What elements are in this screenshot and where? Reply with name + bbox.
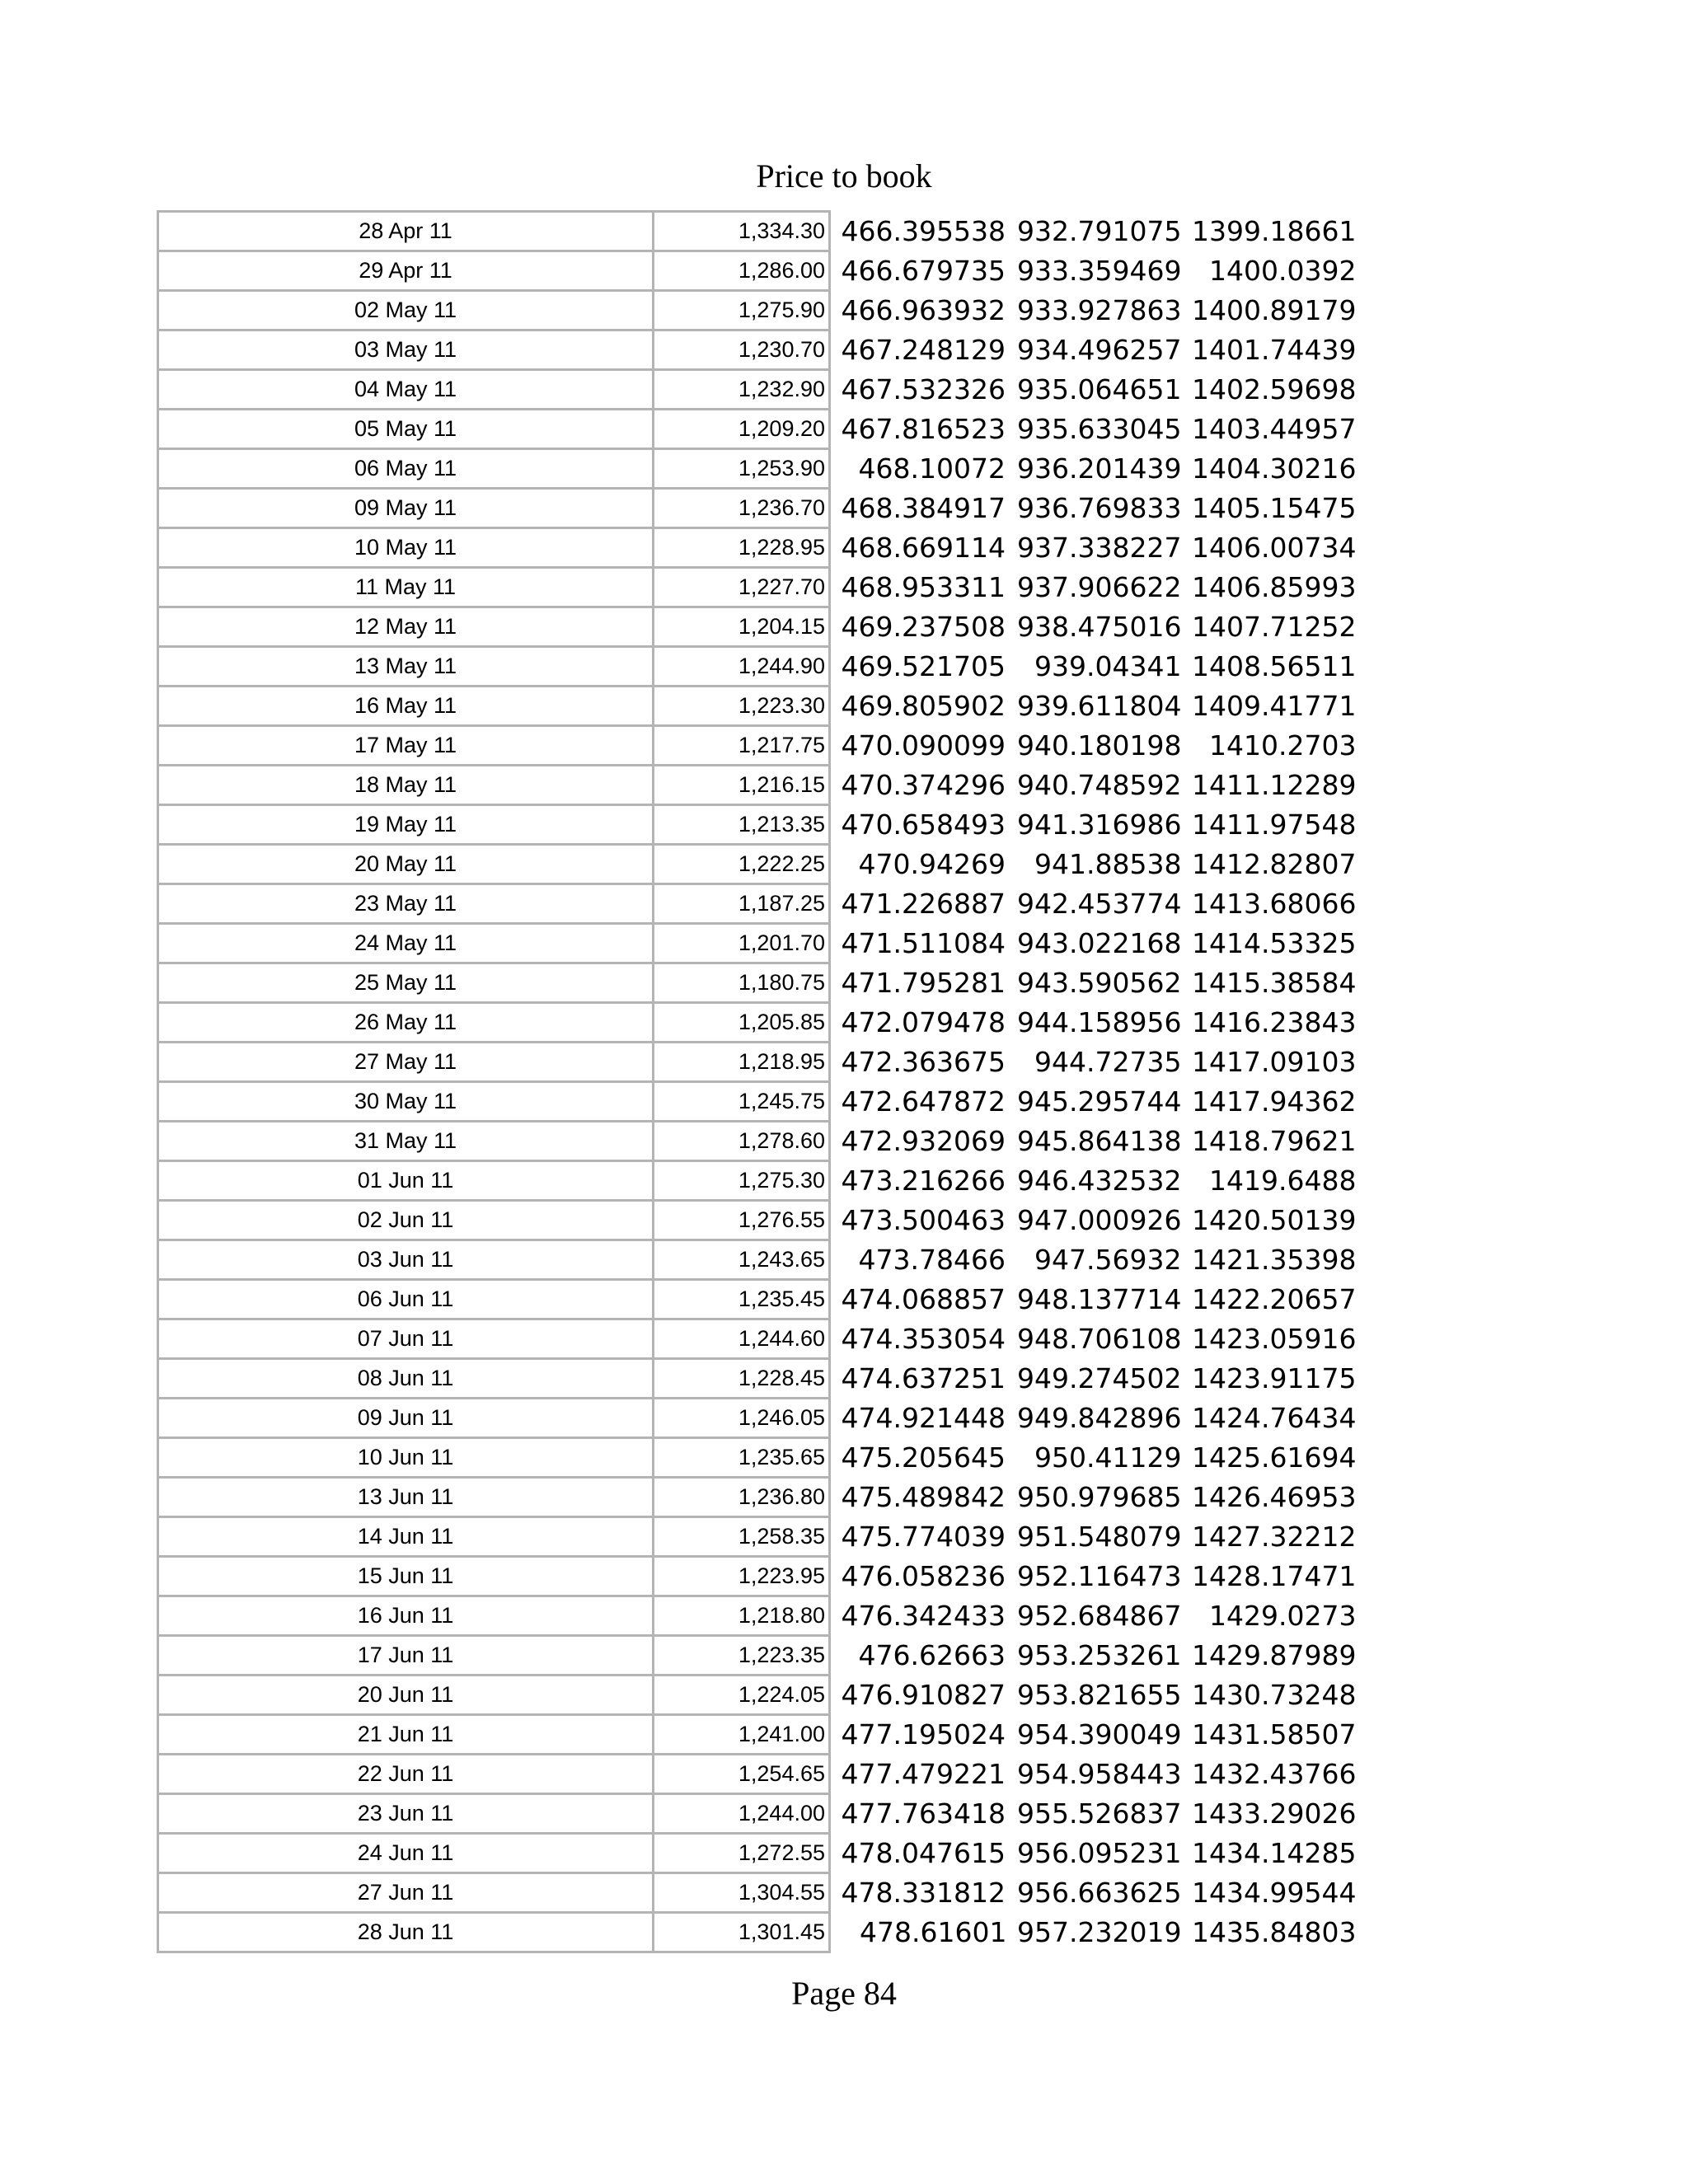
date-cell: 11 May 11 xyxy=(158,568,654,607)
date-cell: 09 May 11 xyxy=(158,489,654,528)
price-cell: 1,187.25 xyxy=(654,884,830,924)
price-cell: 1,276.55 xyxy=(654,1201,830,1240)
table-row xyxy=(158,1319,1357,1359)
value-cell-2: 936.201439 xyxy=(1017,452,1182,485)
value-cell-2: 957.232019 xyxy=(1017,1916,1182,1948)
table-row xyxy=(158,1755,1357,1794)
date-cell: 20 May 11 xyxy=(158,845,654,884)
value-cell-2: 952.684867 xyxy=(1017,1600,1182,1632)
value-cell-1: 467.532326 xyxy=(841,373,1006,405)
price-cell: 1,218.95 xyxy=(654,1043,830,1082)
table-row xyxy=(158,330,1357,370)
date-cell: 01 Jun 11 xyxy=(158,1161,654,1201)
price-cell: 1,223.35 xyxy=(654,1636,830,1675)
value-cell-3: 1422.20657 xyxy=(1192,1283,1357,1315)
table-row xyxy=(158,1913,1357,1952)
value-cell-2: 940.180198 xyxy=(1017,729,1182,762)
price-cell: 1,230.70 xyxy=(654,330,830,370)
value-cell-1: 468.10072 xyxy=(858,452,1006,485)
date-cell: 13 Jun 11 xyxy=(158,1478,654,1517)
value-cell-2: 950.41129 xyxy=(1034,1441,1182,1474)
table-row xyxy=(158,1478,1357,1517)
date-cell: 20 Jun 11 xyxy=(158,1675,654,1715)
table-row xyxy=(158,528,1357,568)
price-cell: 1,244.00 xyxy=(654,1794,830,1834)
value-cell-1: 477.195024 xyxy=(841,1718,1006,1750)
price-cell: 1,244.60 xyxy=(654,1319,830,1359)
table-row xyxy=(158,1557,1357,1596)
value-cell-3: 1427.32212 xyxy=(1192,1521,1357,1553)
value-cell-1: 478.61601 xyxy=(860,1916,1007,1948)
date-cell: 08 Jun 11 xyxy=(158,1359,654,1399)
value-cell-1: 475.205645 xyxy=(841,1441,1006,1474)
value-cell-1: 467.816523 xyxy=(841,413,1006,445)
price-cell: 1,216.15 xyxy=(654,766,830,805)
table-row xyxy=(158,1280,1357,1319)
value-cell-2: 941.316986 xyxy=(1017,808,1182,841)
value-cell-3: 1412.82807 xyxy=(1192,848,1357,880)
value-cell-2: 948.706108 xyxy=(1017,1323,1182,1355)
value-cell-1: 469.805902 xyxy=(841,690,1006,722)
value-cell-1: 474.068857 xyxy=(841,1283,1006,1315)
price-cell: 1,236.70 xyxy=(654,489,830,528)
value-cell-1: 474.353054 xyxy=(841,1323,1006,1355)
price-cell: 1,218.80 xyxy=(654,1596,830,1636)
value-cell-3: 1413.68066 xyxy=(1192,888,1357,920)
value-cell-3: 1434.14285 xyxy=(1192,1837,1357,1869)
table-row xyxy=(158,1043,1357,1082)
value-cell-2: 949.842896 xyxy=(1017,1402,1182,1434)
value-cell-2: 933.359469 xyxy=(1017,255,1182,287)
date-cell: 27 Jun 11 xyxy=(158,1873,654,1913)
date-cell: 06 Jun 11 xyxy=(158,1280,654,1319)
price-cell: 1,228.95 xyxy=(654,528,830,568)
value-cell-3: 1409.41771 xyxy=(1192,690,1357,722)
date-cell: 22 Jun 11 xyxy=(158,1755,654,1794)
value-cell-3: 1432.43766 xyxy=(1192,1758,1357,1790)
value-cell-2: 947.56932 xyxy=(1034,1244,1182,1276)
price-cell: 1,254.65 xyxy=(654,1755,830,1794)
value-cell-1: 475.489842 xyxy=(841,1481,1006,1513)
price-cell: 1,213.35 xyxy=(654,805,830,845)
value-cell-2: 949.274502 xyxy=(1017,1362,1182,1394)
value-cell-1: 466.679735 xyxy=(841,255,1006,287)
value-cell-1: 471.511084 xyxy=(841,927,1006,959)
table-row xyxy=(158,1517,1357,1557)
table-row xyxy=(158,1082,1357,1122)
price-cell: 1,241.00 xyxy=(654,1715,830,1755)
value-cell-1: 470.374296 xyxy=(841,769,1006,801)
price-cell: 1,223.30 xyxy=(654,687,830,726)
date-cell: 24 May 11 xyxy=(158,924,654,963)
value-cell-3: 1406.85993 xyxy=(1192,571,1357,603)
price-cell: 1,224.05 xyxy=(654,1675,830,1715)
value-cell-1: 474.921448 xyxy=(841,1402,1006,1434)
table-row xyxy=(158,1003,1357,1043)
table-row xyxy=(158,212,1357,251)
date-cell: 25 May 11 xyxy=(158,963,654,1003)
value-cell-2: 937.906622 xyxy=(1017,571,1182,603)
value-cell-3: 1399.18661 xyxy=(1192,215,1357,247)
value-cell-3: 1420.50139 xyxy=(1192,1204,1357,1236)
value-cell-1: 472.079478 xyxy=(841,1006,1006,1038)
value-cell-1: 477.479221 xyxy=(841,1758,1006,1790)
date-cell: 24 Jun 11 xyxy=(158,1834,654,1873)
table-row xyxy=(158,607,1357,647)
price-cell: 1,275.90 xyxy=(654,291,830,330)
value-cell-2: 956.663625 xyxy=(1017,1877,1182,1909)
table-row xyxy=(158,291,1357,330)
price-cell: 1,246.05 xyxy=(654,1399,830,1438)
value-cell-3: 1417.94362 xyxy=(1192,1085,1357,1118)
date-cell: 16 May 11 xyxy=(158,687,654,726)
value-cell-1: 470.090099 xyxy=(841,729,1006,762)
price-cell: 1,235.65 xyxy=(654,1438,830,1478)
date-cell: 23 Jun 11 xyxy=(158,1794,654,1834)
value-cell-2: 934.496257 xyxy=(1017,334,1182,366)
price-cell: 1,204.15 xyxy=(654,607,830,647)
table-row xyxy=(158,924,1357,963)
date-cell: 13 May 11 xyxy=(158,647,654,687)
table-row xyxy=(158,251,1357,291)
value-cell-3: 1400.89179 xyxy=(1192,294,1357,326)
price-cell: 1,272.55 xyxy=(654,1834,830,1873)
value-cell-2: 932.791075 xyxy=(1017,215,1182,247)
value-cell-2: 955.526837 xyxy=(1017,1797,1182,1830)
value-cell-1: 471.795281 xyxy=(841,967,1006,999)
value-cell-2: 942.453774 xyxy=(1017,888,1182,920)
value-cell-2: 952.116473 xyxy=(1017,1560,1182,1592)
value-cell-2: 941.88538 xyxy=(1034,848,1182,880)
date-cell: 12 May 11 xyxy=(158,607,654,647)
value-cell-2: 933.927863 xyxy=(1017,294,1182,326)
table-row xyxy=(158,1596,1357,1636)
value-cell-1: 466.963932 xyxy=(841,294,1006,326)
table-body xyxy=(158,212,1357,1952)
value-cell-3: 1403.44957 xyxy=(1192,413,1357,445)
table-row xyxy=(158,687,1357,726)
value-cell-1: 476.62663 xyxy=(858,1639,1006,1671)
price-cell: 1,258.35 xyxy=(654,1517,830,1557)
table-row xyxy=(158,884,1357,924)
value-cell-1: 477.763418 xyxy=(841,1797,1006,1830)
date-cell: 19 May 11 xyxy=(158,805,654,845)
table-row xyxy=(158,370,1357,410)
value-cell-3: 1431.58507 xyxy=(1192,1718,1357,1750)
value-cell-3: 1416.23843 xyxy=(1192,1006,1357,1038)
price-cell: 1,228.45 xyxy=(654,1359,830,1399)
date-cell: 14 Jun 11 xyxy=(158,1517,654,1557)
value-cell-1: 473.216266 xyxy=(841,1165,1006,1197)
table-row xyxy=(158,845,1357,884)
value-cell-2: 936.769833 xyxy=(1017,492,1182,524)
date-cell: 31 May 11 xyxy=(158,1122,654,1161)
value-cell-3: 1418.79621 xyxy=(1192,1125,1357,1157)
price-cell: 1,205.85 xyxy=(654,1003,830,1043)
table-row xyxy=(158,1122,1357,1161)
value-cell-3: 1406.00734 xyxy=(1192,532,1357,564)
value-cell-2: 945.295744 xyxy=(1017,1085,1182,1118)
table-row xyxy=(158,1399,1357,1438)
table-row xyxy=(158,1161,1357,1201)
value-cell-1: 472.647872 xyxy=(841,1085,1006,1118)
value-cell-3: 1401.74439 xyxy=(1192,334,1357,366)
table-row xyxy=(158,410,1357,449)
table-row xyxy=(158,1794,1357,1834)
value-cell-1: 466.395538 xyxy=(841,215,1006,247)
price-cell: 1,235.45 xyxy=(654,1280,830,1319)
value-cell-2: 939.04341 xyxy=(1034,650,1182,682)
value-cell-3: 1429.87989 xyxy=(1192,1639,1357,1671)
price-cell: 1,278.60 xyxy=(654,1122,830,1161)
table-row xyxy=(158,1201,1357,1240)
date-cell: 26 May 11 xyxy=(158,1003,654,1043)
table-row xyxy=(158,766,1357,805)
data-table xyxy=(157,210,1357,1953)
value-cell-3: 1411.97548 xyxy=(1192,808,1357,841)
value-cell-3: 1417.09103 xyxy=(1192,1046,1357,1078)
value-cell-3: 1405.15475 xyxy=(1192,492,1357,524)
value-cell-1: 472.363675 xyxy=(841,1046,1006,1078)
value-cell-1: 468.384917 xyxy=(841,492,1006,524)
value-cell-2: 954.390049 xyxy=(1017,1718,1182,1750)
value-cell-3: 1421.35398 xyxy=(1192,1244,1357,1276)
price-cell: 1,243.65 xyxy=(654,1240,830,1280)
value-cell-3: 1433.29026 xyxy=(1192,1797,1357,1830)
date-cell: 30 May 11 xyxy=(158,1082,654,1122)
price-cell: 1,180.75 xyxy=(654,963,830,1003)
date-cell: 18 May 11 xyxy=(158,766,654,805)
value-cell-3: 1429.0273 xyxy=(1209,1600,1357,1632)
value-cell-1: 474.637251 xyxy=(841,1362,1006,1394)
value-cell-3: 1423.05916 xyxy=(1192,1323,1357,1355)
price-cell: 1,286.00 xyxy=(654,251,830,291)
value-cell-3: 1430.73248 xyxy=(1192,1679,1357,1711)
value-cell-2: 946.432532 xyxy=(1017,1165,1182,1197)
value-cell-3: 1415.38584 xyxy=(1192,967,1357,999)
value-cell-2: 953.821655 xyxy=(1017,1679,1182,1711)
date-cell: 04 May 11 xyxy=(158,370,654,410)
date-cell: 05 May 11 xyxy=(158,410,654,449)
price-cell: 1,217.75 xyxy=(654,726,830,766)
price-cell: 1,227.70 xyxy=(654,568,830,607)
value-cell-1: 472.932069 xyxy=(841,1125,1006,1157)
value-cell-3: 1411.12289 xyxy=(1192,769,1357,801)
value-cell-1: 476.910827 xyxy=(841,1679,1006,1711)
page-title: Price to book xyxy=(756,157,932,194)
date-cell: 10 Jun 11 xyxy=(158,1438,654,1478)
table-row xyxy=(158,568,1357,607)
value-cell-3: 1425.61694 xyxy=(1192,1441,1357,1474)
value-cell-1: 478.331812 xyxy=(841,1877,1006,1909)
date-cell: 29 Apr 11 xyxy=(158,251,654,291)
date-cell: 06 May 11 xyxy=(158,449,654,489)
value-cell-3: 1402.59698 xyxy=(1192,373,1357,405)
date-cell: 10 May 11 xyxy=(158,528,654,568)
table-row xyxy=(158,489,1357,528)
table-row xyxy=(158,449,1357,489)
price-cell: 1,222.25 xyxy=(654,845,830,884)
value-cell-3: 1428.17471 xyxy=(1192,1560,1357,1592)
value-cell-2: 937.338227 xyxy=(1017,532,1182,564)
date-cell: 28 Apr 11 xyxy=(158,212,654,251)
price-cell: 1,304.55 xyxy=(654,1873,830,1913)
table-row xyxy=(158,1240,1357,1280)
price-cell: 1,275.30 xyxy=(654,1161,830,1201)
value-cell-1: 470.94269 xyxy=(858,848,1006,880)
table-row xyxy=(158,1359,1357,1399)
value-cell-3: 1414.53325 xyxy=(1192,927,1357,959)
page-footer: Page 84 xyxy=(791,1975,897,2012)
value-cell-2: 943.022168 xyxy=(1017,927,1182,959)
price-cell: 1,236.80 xyxy=(654,1478,830,1517)
table-row xyxy=(158,1715,1357,1755)
date-cell: 28 Jun 11 xyxy=(158,1913,654,1952)
value-cell-1: 473.500463 xyxy=(841,1204,1006,1236)
price-cell: 1,253.90 xyxy=(654,449,830,489)
value-cell-2: 950.979685 xyxy=(1017,1481,1182,1513)
value-cell-2: 943.590562 xyxy=(1017,967,1182,999)
date-cell: 09 Jun 11 xyxy=(158,1399,654,1438)
value-cell-1: 468.953311 xyxy=(841,571,1006,603)
table-row xyxy=(158,647,1357,687)
value-cell-2: 944.158956 xyxy=(1017,1006,1182,1038)
value-cell-1: 467.248129 xyxy=(841,334,1006,366)
value-cell-2: 953.253261 xyxy=(1017,1639,1182,1671)
date-cell: 27 May 11 xyxy=(158,1043,654,1082)
value-cell-1: 475.774039 xyxy=(841,1521,1006,1553)
table-row xyxy=(158,1834,1357,1873)
value-cell-2: 944.72735 xyxy=(1034,1046,1182,1078)
price-cell: 1,245.75 xyxy=(654,1082,830,1122)
date-cell: 17 May 11 xyxy=(158,726,654,766)
value-cell-1: 471.226887 xyxy=(841,888,1006,920)
value-cell-2: 948.137714 xyxy=(1017,1283,1182,1315)
value-cell-3: 1434.99544 xyxy=(1192,1877,1357,1909)
table-row xyxy=(158,1438,1357,1478)
date-cell: 16 Jun 11 xyxy=(158,1596,654,1636)
value-cell-1: 470.658493 xyxy=(841,808,1006,841)
value-cell-1: 476.342433 xyxy=(841,1600,1006,1632)
value-cell-2: 947.000926 xyxy=(1017,1204,1182,1236)
price-cell: 1,244.90 xyxy=(654,647,830,687)
value-cell-1: 469.521705 xyxy=(841,650,1006,682)
value-cell-2: 935.064651 xyxy=(1017,373,1182,405)
value-cell-2: 935.633045 xyxy=(1017,413,1182,445)
date-cell: 17 Jun 11 xyxy=(158,1636,654,1675)
value-cell-3: 1435.84803 xyxy=(1192,1916,1357,1948)
price-cell: 1,223.95 xyxy=(654,1557,830,1596)
value-cell-2: 938.475016 xyxy=(1017,611,1182,643)
table-row xyxy=(158,1636,1357,1675)
price-cell: 1,209.20 xyxy=(654,410,830,449)
value-cell-2: 945.864138 xyxy=(1017,1125,1182,1157)
value-cell-2: 939.611804 xyxy=(1017,690,1182,722)
value-cell-3: 1408.56511 xyxy=(1192,650,1357,682)
value-cell-1: 468.669114 xyxy=(841,532,1006,564)
value-cell-2: 940.748592 xyxy=(1017,769,1182,801)
table-row xyxy=(158,1873,1357,1913)
date-cell: 02 Jun 11 xyxy=(158,1201,654,1240)
value-cell-1: 473.78466 xyxy=(858,1244,1006,1276)
date-cell: 07 Jun 11 xyxy=(158,1319,654,1359)
price-cell: 1,232.90 xyxy=(654,370,830,410)
table-row xyxy=(158,963,1357,1003)
price-cell: 1,201.70 xyxy=(654,924,830,963)
value-cell-3: 1419.6488 xyxy=(1209,1165,1357,1197)
value-cell-1: 476.058236 xyxy=(841,1560,1006,1592)
date-cell: 03 May 11 xyxy=(158,330,654,370)
value-cell-3: 1423.91175 xyxy=(1192,1362,1357,1394)
value-cell-3: 1426.46953 xyxy=(1192,1481,1357,1513)
value-cell-3: 1404.30216 xyxy=(1192,452,1357,485)
value-cell-3: 1424.76434 xyxy=(1192,1402,1357,1434)
value-cell-2: 954.958443 xyxy=(1017,1758,1182,1790)
value-cell-1: 478.047615 xyxy=(841,1837,1006,1869)
value-cell-1: 469.237508 xyxy=(841,611,1006,643)
table-row xyxy=(158,805,1357,845)
date-cell: 21 Jun 11 xyxy=(158,1715,654,1755)
date-cell: 15 Jun 11 xyxy=(158,1557,654,1596)
value-cell-2: 956.095231 xyxy=(1017,1837,1182,1869)
table-row xyxy=(158,726,1357,766)
date-cell: 23 May 11 xyxy=(158,884,654,924)
price-cell: 1,334.30 xyxy=(654,212,830,251)
table-row xyxy=(158,1675,1357,1715)
value-cell-3: 1410.2703 xyxy=(1209,729,1357,762)
date-cell: 02 May 11 xyxy=(158,291,654,330)
date-cell: 03 Jun 11 xyxy=(158,1240,654,1280)
value-cell-3: 1400.0392 xyxy=(1209,255,1357,287)
price-cell: 1,301.45 xyxy=(654,1913,830,1952)
value-cell-2: 951.548079 xyxy=(1017,1521,1182,1553)
value-cell-3: 1407.71252 xyxy=(1192,611,1357,643)
